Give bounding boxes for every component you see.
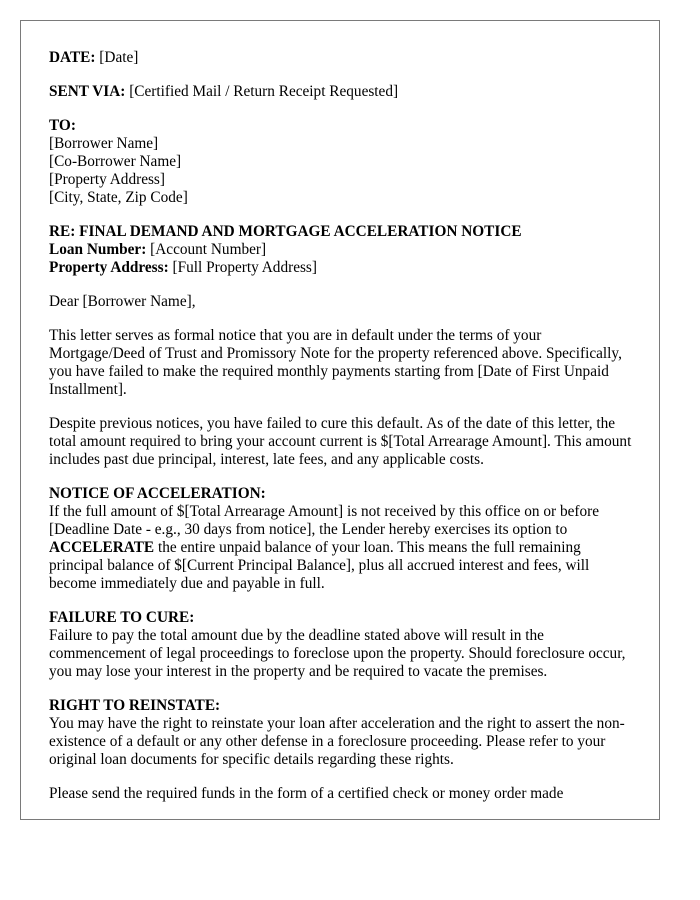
sent-via-line [49, 83, 637, 101]
salutation-text: Dear [Borrower Name], [49, 293, 196, 310]
recipient-block [49, 117, 637, 207]
arrearage-paragraph [49, 415, 637, 469]
closing-paragraph-text: Please send the required funds in the form of a certified check or money order made [49, 785, 564, 802]
failure-section [49, 609, 637, 681]
property-address: [Property Address] [49, 171, 165, 188]
closing-paragraph [49, 785, 637, 803]
letter-page [20, 20, 660, 820]
failure-text: Failure to pay the total amount due by the deadline stated above will result in the commencement of legal proceedings to foreclose upon the property. Should foreclosure occur, you may lose your interest in the property and be required to vacate the premises. [49, 627, 626, 680]
acceleration-text-before: If the full amount of $[Total Arrearage Amount] is not received by this office on or before [Deadline Date - e.g., 30 days from notice], the Lender hereby exercises its option to [49, 503, 600, 538]
acceleration-emphasis: ACCELERATE [49, 539, 155, 556]
reinstate-heading: RIGHT TO REINSTATE: [49, 697, 221, 714]
date-label: DATE: [49, 49, 96, 66]
letter-body [49, 49, 637, 819]
failure-heading: FAILURE TO CURE: [49, 609, 195, 626]
reinstate-section [49, 697, 637, 769]
property-address-line [49, 259, 637, 277]
subject-line: RE: FINAL DEMAND AND MORTGAGE ACCELERATION NOTICE [49, 223, 522, 240]
loan-number-label: Loan Number: [49, 241, 147, 258]
borrower-name: [Borrower Name] [49, 135, 159, 152]
reference-block [49, 223, 637, 277]
salutation [49, 293, 637, 311]
date-line [49, 49, 637, 67]
acceleration-text [49, 503, 637, 593]
reinstate-text: You may have the right to reinstate your loan after acceleration and the right to assert the non-existence of a default or any other defense in a foreclosure proceeding. Please refer to your original loan documents for specific details regarding these rights. [49, 715, 625, 768]
acceleration-heading: NOTICE OF ACCELERATION: [49, 485, 266, 502]
acceleration-section [49, 485, 637, 593]
co-borrower-name: [Co-Borrower Name] [49, 153, 182, 170]
property-address-label: Property Address: [49, 259, 169, 276]
loan-number-value: [Account Number] [150, 241, 267, 258]
property-address-value: [Full Property Address] [172, 259, 317, 276]
date-value: [Date] [99, 49, 139, 66]
default-paragraph-text: This letter serves as formal notice that you are in default under the terms of your Mortgage/Deed of Trust and Promissory Note for the property referenced above. Specifically, you have failed to make the required monthly payments starting from [Date of First Unpaid Installment]. [49, 327, 622, 398]
default-paragraph [49, 327, 637, 399]
city-state-zip: [City, State, Zip Code] [49, 189, 188, 206]
loan-number-line [49, 241, 637, 259]
sent-via-value: [Certified Mail / Return Receipt Requested] [129, 83, 399, 100]
sent-via-label: SENT VIA: [49, 83, 126, 100]
arrearage-paragraph-text: Despite previous notices, you have failed to cure this default. As of the date of this letter, the total amount required to bring your account current is $[Total Arrearage Amount]. This amount includes past due principal, interest, late fees, and any applicable costs. [49, 415, 632, 468]
to-label: TO: [49, 117, 76, 134]
acceleration-text-after: the entire unpaid balance of your loan. This means the full remaining principal balance of $[Current Principal Balance], plus all accrued interest and fees, will become immediately due and payable in full. [49, 539, 590, 592]
